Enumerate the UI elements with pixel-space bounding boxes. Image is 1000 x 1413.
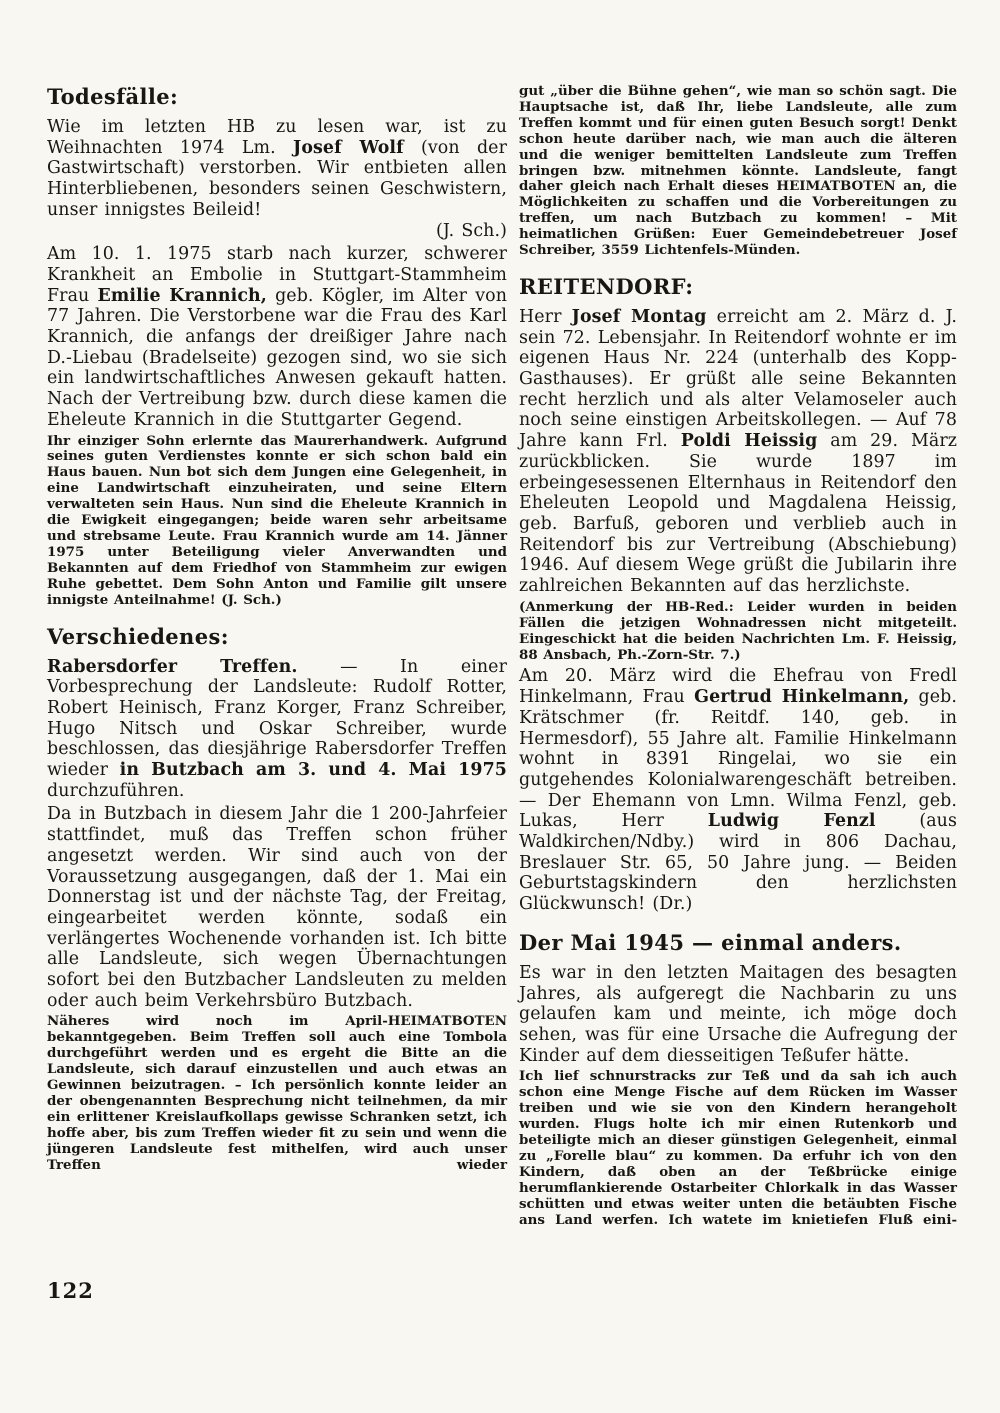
bold-text-run: Todesfälle: [47, 84, 179, 109]
bold-text-run: Verschiedenes: [47, 623, 229, 649]
text-run: durchzuführen. [47, 780, 185, 801]
text-run: geb. Krätschmer (fr. Reitdf. 140, geb. in Hermesdorf), 55 Jahre alt. Familie Hinkelmann wohnt in 8391 Ringelai, wo sie ein gutgehendes Kolonialwarengeschäft betreiben. — Der Ehemann von Lmn. Wilma Fenzl, geb. Lukas, Herr [519, 687, 957, 832]
bold-text-run: Gertrud Hinkelmann, [694, 687, 910, 708]
paragraph [47, 117, 507, 221]
text-run: Am 20. März wird die Ehefrau von Fredl Hinkelmann, Frau [519, 666, 957, 708]
page-number: 122 [47, 1278, 94, 1303]
paragraph [519, 307, 957, 597]
two-column-layout [47, 84, 957, 1228]
bold-text-run: Rabersdorfer Treffen. [47, 656, 298, 677]
bold-text-run: Josef Wolf [293, 137, 404, 158]
section-heading [519, 930, 957, 955]
text-run: erreicht am 2. März d. J. sein 72. Lebensjahr. In Reitendorf wohnte er im eigenen Haus Nr. 224 (unterhalb des Kopp-Gasthauses). Er grüßt alle seine Bekannten recht herzlich und als alter Velamoseler auch noch seine einstigen Arbeitskollegen. — Auf 78 Jahre kann Frl. [519, 306, 957, 452]
right-column [519, 84, 957, 1228]
bold-text-run: Der Mai 1945 — einmal anders. [519, 929, 902, 955]
text-run: Es war in den letzten Maitagen des besagten Jahres, als aufgeregt die Nachbarin zu uns gelaufen kam und meinte, ich möge doch sehen, was für eine Ursache die Aufregung der Kinder auf dem diesseitigen Teßufer hätte. [519, 962, 957, 1066]
paragraph [519, 963, 957, 1067]
paragraph [47, 244, 507, 430]
text-run: — In einer Vorbesprechung der Landsleute: Rudolf Rotter, Robert Heinisch, Franz Korger, Franz Schreiber, Hugo Nitsch und Oskar Schreiber, wurde beschlossen, das diesjährige Rabersdorfer Treffen wieder [47, 656, 507, 781]
small-paragraph [519, 600, 957, 664]
small-paragraph [47, 1014, 507, 1173]
text-run: (aus Waldkirchen/Ndby.) wird in 806 Dachau, Breslauer Str. 65, 50 Jahre jung. — Beiden Geburtstagskindern den herzlichsten Glückwunsch! (Dr.) [519, 811, 957, 915]
left-column [47, 84, 507, 1228]
paragraph [519, 666, 957, 914]
section-heading [47, 624, 507, 649]
text-run: (J. Sch.) [435, 220, 507, 241]
bold-text-run: Ludwig Fenzl [707, 811, 876, 832]
text-run: (Anmerkung der HB-Red.: Leider wurden in beiden Fällen die jetzigen Wohnadressen nicht mitgeteilt. Eingeschickt hat die beiden Nachrichten Lm. F. Heissig, 88 Ansbach, Ph.-Zorn-Str. 7.) [519, 598, 957, 663]
section-heading [519, 274, 957, 299]
section-heading [47, 84, 507, 109]
text-run: (von der Gastwirtschaft) verstorben. Wir entbieten allen Hinterbliebenen, besonders seinen Geschwistern, unser innigstes Beileid! [47, 137, 507, 220]
small-paragraph [519, 1069, 957, 1228]
text-run: am 29. März zurückblicken. Sie wurde 1897 im erbeingesessenen Elternhaus in Reitendorf den Eheleuten Leopold und Magdalena Heissig, geb. Barfuß, geboren und verblieb auch in Reitendorf bis zur Vertreibung (Abschiebung) 1946. Auf diesem Wege grüßt die Jubilarin ihre zahlreichen Bekannten auf das herzlichste. [519, 431, 958, 597]
text-run: Näheres wird noch im April-HEIMATBOTEN bekanntgegeben. Beim Treffen soll auch eine Tombola durchgeführt werden und es ergeht die Bitte an die Landsleute, sich darauf einzustellen und auch etwas an Gewinnen beizutragen. – Ich persönlich konnte leider an der obengenannten Besprechung nicht teilnehmen, da mir ein erlittener Kreislaufkollaps gewisse Schranken setzt, ich hoffe aber, bis zum Treffen wieder fit zu sein und wenn die jüngeren Landsleute fest mithelfen, wird auch unser Treffen wieder [47, 1013, 507, 1173]
text-run: geb. Kögler, im Alter von 77 Jahren. Die Verstorbene war die Frau des Karl Krannich, die anfangs der dreißiger Jahre nach D.-Liebau (Bradelseite) gezogen sind, wo sie sich ein landwirtschaftliches Anwesen gekauft hatten. Nach der Vertreibung bzw. durch diese kamen die Eheleute Krannich in die Stuttgarter Gegend. [47, 285, 508, 430]
text-run: Ihr einziger Sohn erlernte das Maurerhandwerk. Aufgrund seines guten Verdienstes konnte er sich schon bald ein Haus bauen. Nun bot sich dem Jungen eine Gelegenheit, in eine Landwirtschaft einzuheiraten, und seine Eltern verwalteten sein Haus. Nun sind die Eheleute Krannich in die Ewigkeit eingegangen; beide waren sehr arbeitsame und strebsame Leute. Frau Krannich wurde am 14. Jänner 1975 unter Beteiligung vieler Anverwandten und Bekannten auf dem Friedhof von Stammheim zur ewigen Ruhe gebettet. Dem Sohn Anton und Familie gilt unsere innigste Anteilnahme! (J. Sch.) [47, 432, 507, 608]
bold-text-run: Emilie Krannich, [97, 285, 267, 306]
paragraph [47, 657, 507, 802]
text-run: Ich lief schnurstracks zur Teß und da sah ich auch schon eine Menge Fische auf dem Rücken im Wasser treiben und wie sie von den Kindern herangeholt wurden. Flugs holte ich mir einen Rutenkorb und beteiligte mich an dieser günstigen Gelegenheit, einmal zu „Forelle blau“ zu kommen. Da erfuhr ich von den Kindern, daß oben an der Teßbrücke einige herumflankierende Ostarbeiter Chlorkalk in das Wasser schütten und etwas weiter unten die betäubten Fische ans Land werfen. Ich watete im knietiefen Fluß eini- [519, 1068, 957, 1228]
text-run: Wie im letzten HB zu lesen war, ist zu Weihnachten 1974 Lm. [47, 117, 507, 158]
bold-text-run: Poldi Heissig [680, 431, 818, 452]
byline [47, 221, 507, 242]
paragraph [47, 804, 507, 1011]
bold-text-run: REITENDORF: [519, 273, 694, 299]
small-paragraph [47, 434, 507, 609]
text-run: Da in Butzbach in diesem Jahr die 1 200-Jahrfeier stattfindet, muß das Treffen schon früher angesetzt werden. Wir sind auch von der Voraussetzung ausgegangen, daß der 1. Mai ein Donnerstag ist und der nächste Tag, der Freitag, eingearbeitet werden könnte, sodaß ein verlängertes Wochenende vorhanden ist. Ich bitte alle Landsleute, sich wegen Übernachtungen sofort bei den Butzbacher Landsleuten zu melden oder auch beim Verkehrsbüro Butzbach. [47, 804, 507, 1011]
text-run: Am 10. 1. 1975 starb nach kurzer, schwerer Krankheit an Embolie in Stuttgart-Stammheim Frau [47, 244, 507, 306]
bold-text-run: Josef Montag [571, 306, 707, 327]
bold-text-run: in Butzbach am 3. und 4. Mai 1975 [119, 760, 507, 781]
text-run: gut „über die Bühne gehen“, wie man so schön sagt. Die Hauptsache ist, daß Ihr, liebe Landsleute, alle zum Treffen kommt und für einen guten Besuch sorgt! Denkt schon heute darüber nach, wie man auch die älteren und die weniger bemittelten Landsleute zum Treffen bringen bzw. mitnehmen könnte. Landsleute, fangt daher gleich nach Erhalt dieses HEIMATBOTEN an, die Möglichkeiten zu schaffen und die Vorbereitungen zu treffen, um nach Butzbach zu kommen! – Mit heimatlichen Grüßen: Euer Gemeindebetreuer Josef Schreiber, 3559 Lichtenfels-Münden. [519, 83, 957, 259]
text-run: Herr [519, 306, 572, 327]
small-paragraph [519, 84, 957, 259]
